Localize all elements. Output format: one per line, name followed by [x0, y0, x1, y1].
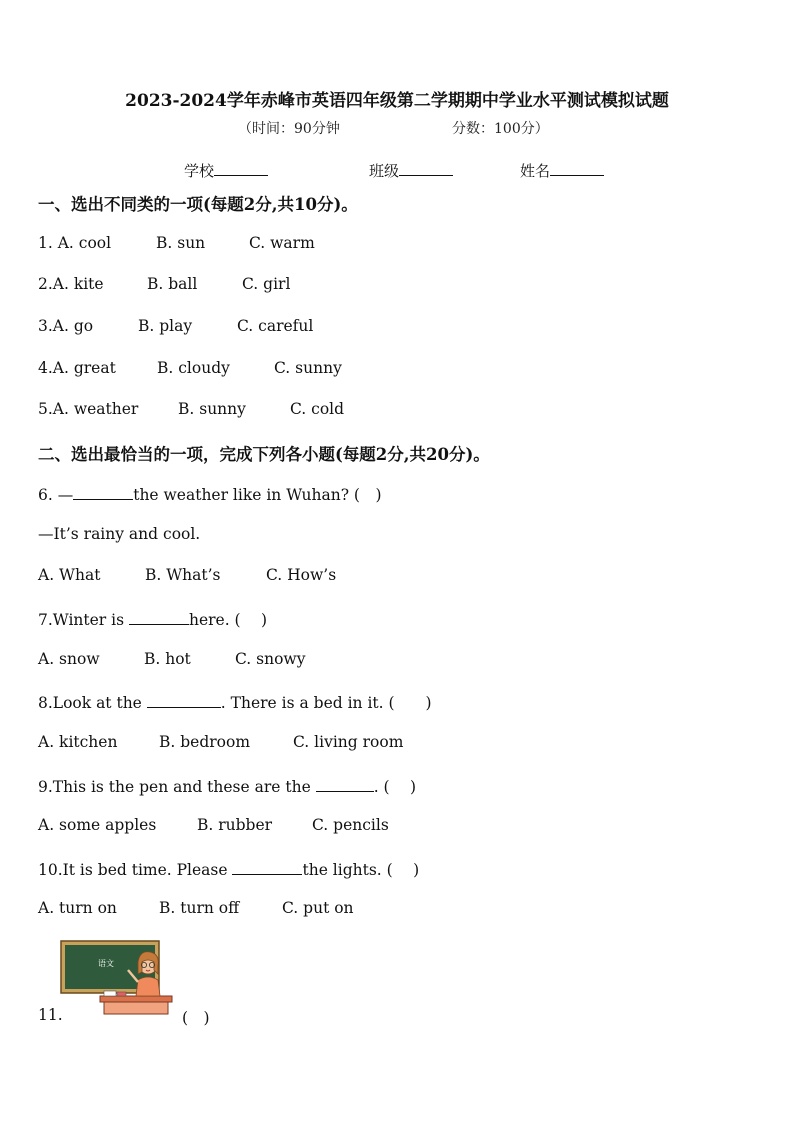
- section2-heading: 二、选出最恰当的一项，完成下列各小题(每题2分,共20分)。: [38, 445, 490, 464]
- question-10: [38, 858, 419, 880]
- answer-blank[interactable]: [232, 860, 302, 875]
- name-label: 姓名: [520, 162, 551, 180]
- option-a: A. kitchen: [38, 733, 118, 751]
- section1-heading: 一、选出不同类的一项(每题2分,共10分)。: [38, 195, 358, 214]
- option-a: A. snow: [38, 650, 100, 668]
- question-7-options: [38, 650, 305, 668]
- name-field[interactable]: [520, 160, 604, 181]
- question-text: the weather like in Wuhan? ( ): [133, 486, 382, 504]
- question-text: here. ( ): [188, 611, 268, 629]
- option-b: B. sunny: [178, 400, 246, 418]
- question-9: [38, 775, 416, 797]
- question-7: [38, 608, 267, 630]
- box-icon: [117, 992, 126, 996]
- answer-blank[interactable]: [129, 610, 189, 625]
- book-icon: [104, 991, 116, 996]
- question-text: 6. —: [38, 486, 74, 504]
- option-b: B. play: [138, 317, 193, 335]
- option-b: B. ball: [147, 275, 198, 293]
- option-c: C. snowy: [235, 650, 306, 668]
- desk-front: [104, 1002, 168, 1014]
- desk-top: [100, 996, 172, 1002]
- question-2: [38, 275, 290, 293]
- option-c: C. warm: [249, 234, 315, 252]
- option-c: C. living room: [293, 733, 404, 751]
- class-field[interactable]: [369, 160, 453, 181]
- name-blank[interactable]: [550, 161, 604, 176]
- exam-time: （时间：90分钟: [238, 121, 340, 137]
- option-c: C. sunny: [274, 359, 342, 377]
- question-text: 8.Look at the: [38, 694, 147, 712]
- class-blank[interactable]: [399, 161, 453, 176]
- school-blank[interactable]: [214, 161, 268, 176]
- page-title: 2023-2024学年赤峰市英语四年级第二学期期中学业水平测试模拟试题: [125, 91, 669, 111]
- question-4: [38, 359, 342, 377]
- option-b: B. bedroom: [159, 733, 251, 751]
- option-b: B. rubber: [197, 816, 273, 834]
- option-c: C. careful: [237, 317, 314, 335]
- answer-blank[interactable]: [147, 693, 221, 708]
- option-c: C. put on: [282, 899, 354, 917]
- option-a: 1. A. cool: [38, 234, 112, 252]
- question-8: [38, 691, 432, 713]
- board-text: 语文: [98, 959, 114, 968]
- option-a: 3.A. go: [38, 317, 94, 335]
- question-text: the lights. ( ): [302, 861, 420, 879]
- option-a: A. What: [38, 566, 101, 584]
- teacher-chinese-class-image: [60, 940, 176, 1018]
- question-5: [38, 400, 344, 418]
- question-text: . ( ): [373, 778, 417, 796]
- question-8-options: [38, 733, 403, 751]
- question-9-options: [38, 816, 389, 834]
- option-c: C. girl: [242, 275, 291, 293]
- question-6-options: [38, 566, 336, 584]
- question-10-options: [38, 899, 354, 917]
- option-c: C. pencils: [312, 816, 389, 834]
- question-text: 10.It is bed time. Please: [38, 861, 233, 879]
- option-b: B. sun: [156, 234, 206, 252]
- question-6: [38, 483, 382, 505]
- question-11-number: 11.: [38, 1006, 63, 1024]
- option-b: B. hot: [144, 650, 191, 668]
- option-c: C. How’s: [266, 566, 337, 584]
- question-text: . There is a bed in it. ( ): [220, 694, 432, 712]
- option-c: C. cold: [290, 400, 345, 418]
- exam-score: 分数：100分）: [452, 121, 549, 137]
- question-3: [38, 317, 313, 335]
- teacher-body: [136, 977, 160, 996]
- question-6-answer: —It’s rainy and cool.: [38, 525, 201, 543]
- school-label: 学校: [184, 162, 215, 180]
- question-1: [38, 234, 315, 252]
- option-a: A. turn on: [38, 899, 117, 917]
- school-field[interactable]: [184, 160, 268, 181]
- option-b: B. cloudy: [157, 359, 230, 377]
- option-a: 2.A. kite: [38, 275, 104, 293]
- option-b: B. turn off: [159, 899, 240, 917]
- option-a: 5.A. weather: [38, 400, 139, 418]
- option-b: B. What’s: [145, 566, 221, 584]
- option-a: 4.A. great: [38, 359, 116, 377]
- answer-blank[interactable]: [316, 777, 374, 792]
- answer-blank[interactable]: [73, 485, 133, 500]
- question-text: 7.Winter is: [38, 611, 129, 629]
- class-label: 班级: [369, 162, 400, 180]
- question-text: 9.This is the pen and these are the: [38, 778, 316, 796]
- teacher-illustration: [60, 940, 176, 1018]
- option-a: A. some apples: [38, 816, 157, 834]
- question-11-paren: ( ): [182, 1009, 210, 1027]
